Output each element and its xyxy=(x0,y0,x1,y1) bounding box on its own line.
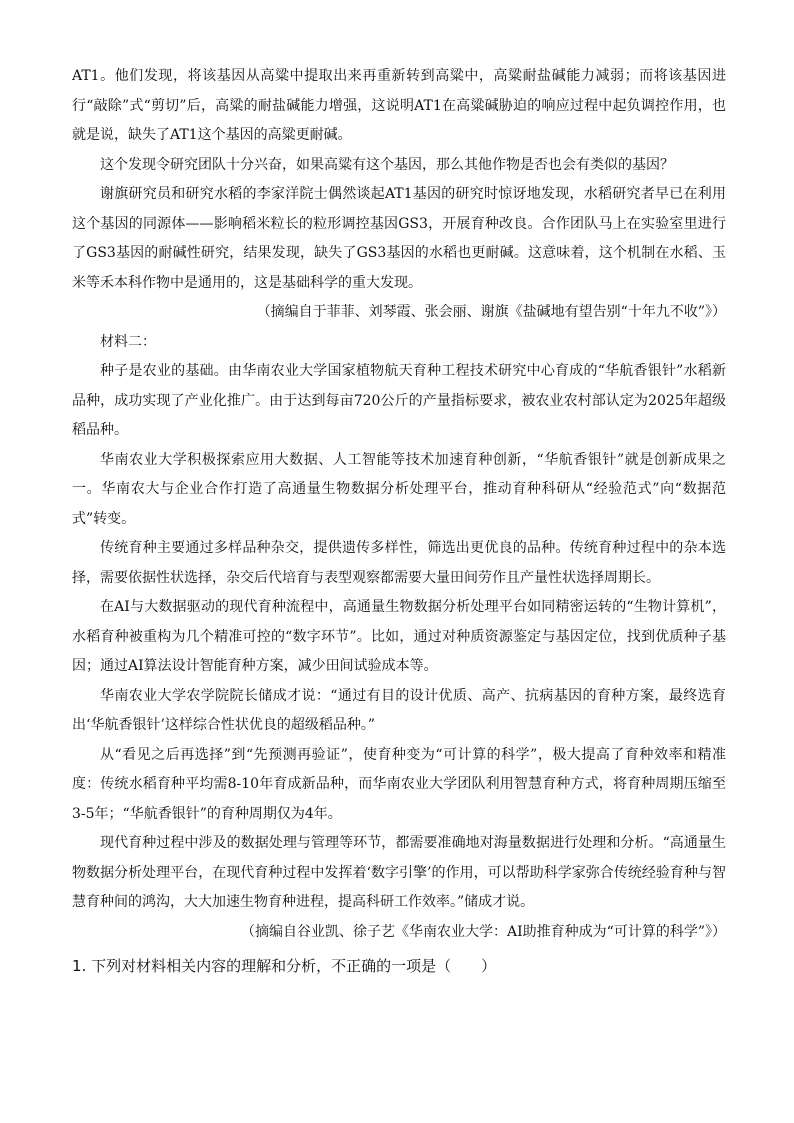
material1-paragraph-3: 谢旗研究员和研究水稻的李家洋院士偶然谈起AT1基因的研究时惊讶地发现，水稻研究者早已在利用这个基因的同源体——影响稻米粒长的粒形调控基因GS3，开展育种改良。合作团队马上在实验室里进行了GS3基因的耐碱性研究，结果发现，缺失了GS3基因的水稻也更耐碱。这意味着，这个机制在水稻、玉米等禾本科作物中是通用的，这是基础科学的重大发现。 xyxy=(72,186,726,291)
material1-paragraph-2: 这个发现令研究团队十分兴奋，如果高粱有这个基因，那么其他作物是否也会有类似的基因？ xyxy=(100,156,674,173)
material2-paragraph-5: 华南农业大学农学院院长储成才说：“通过有目的设计优质、高产、抗病基因的育种方案，最终选育出‘华航香银针’这样综合性状优良的超级稻品种。” xyxy=(72,687,726,733)
material2-source: （摘编自谷业凯、徐子艺《华南农业大学：AI助推育种成为“可计算的科学”》） xyxy=(241,923,726,940)
material1-source: （摘编自于菲菲、刘琴霞、张会丽、谢旗《盐碱地有望告别“十年九不收”》） xyxy=(256,304,726,320)
material2-heading: 材料二： xyxy=(100,333,156,350)
material2-paragraph-6: 从“看见之后再选择”到“先预测再验证”，使育种变为“可计算的科学”，极大提高了育种效率和精准度：传统水稻育种平均需8-10年育成新品种，而华南农业大学团队利用智慧育种方式，将育种周期压缩至3-5年；“华航香银针”的育种周期仅为4年。 xyxy=(72,746,726,822)
material2-paragraph-1: 种子是农业的基础。由华南农业大学国家植物航天育种工程技术研究中心育成的“华航香银针”水稻新品种，成功实现了产业化推广。由于达到每亩720公斤的产量指标要求，被农业农村部认定为2025年超级稻品种。 xyxy=(72,363,726,438)
question-1: 1. 下列对材料相关内容的理解和分析，不正确的一项是（ ） xyxy=(72,957,497,975)
document-page xyxy=(72,62,726,981)
material2-paragraph-3: 传统育种主要通过多样品种杂交，提供遗传多样性，筛选出更优良的品种。传统育种过程中的杂本选择，需要依据性状选择，杂交后代培育与表型观察都需要大量田间劳作且产量性状选择周期长。 xyxy=(72,540,726,586)
material1-paragraph-1: AT1。他们发现，将该基因从高粱中提取出来再重新转到高粱中，高粱耐盐碱能力减弱；而将该基因进行“敲除”式“剪切”后，高粱的耐盐碱能力增强，这说明AT1在高粱碱胁迫的响应过程中起负调控作用，也就是说，缺失了AT1这个基因的高粱更耐碱。 xyxy=(72,68,726,143)
material2-paragraph-7: 现代育种过程中涉及的数据处理与管理等环节，都需要准确地对海量数据进行处理和分析。“高通量生物数据分析处理平台，在现代育种过程中发挥着‘数字引擎’的作用，可以帮助科学家弥合传统经验育种与智慧育种间的鸿沟，大大加速生物育种进程，提高科研工作效率。”储成才说。 xyxy=(72,835,726,910)
material2-paragraph-2: 华南农业大学积极探索应用大数据、人工智能等技术加速育种创新，“华航香银针”就是创新成果之一。华南农大与企业合作打造了高通量生物数据分析处理平台，推动育种科研从“经验范式”向“数据范式”转变。 xyxy=(72,451,726,527)
material2-paragraph-4: 在AI与大数据驱动的现代育种流程中，高通量生物数据分析处理平台如同精密运转的“生物计算机”，水稻育种被重构为几个精准可控的“数字环节”。比如，通过对种质资源鉴定与基因定位，找到优质种子基因；通过AI算法设计智能育种方案，减少田间试验成本等。 xyxy=(72,599,726,674)
